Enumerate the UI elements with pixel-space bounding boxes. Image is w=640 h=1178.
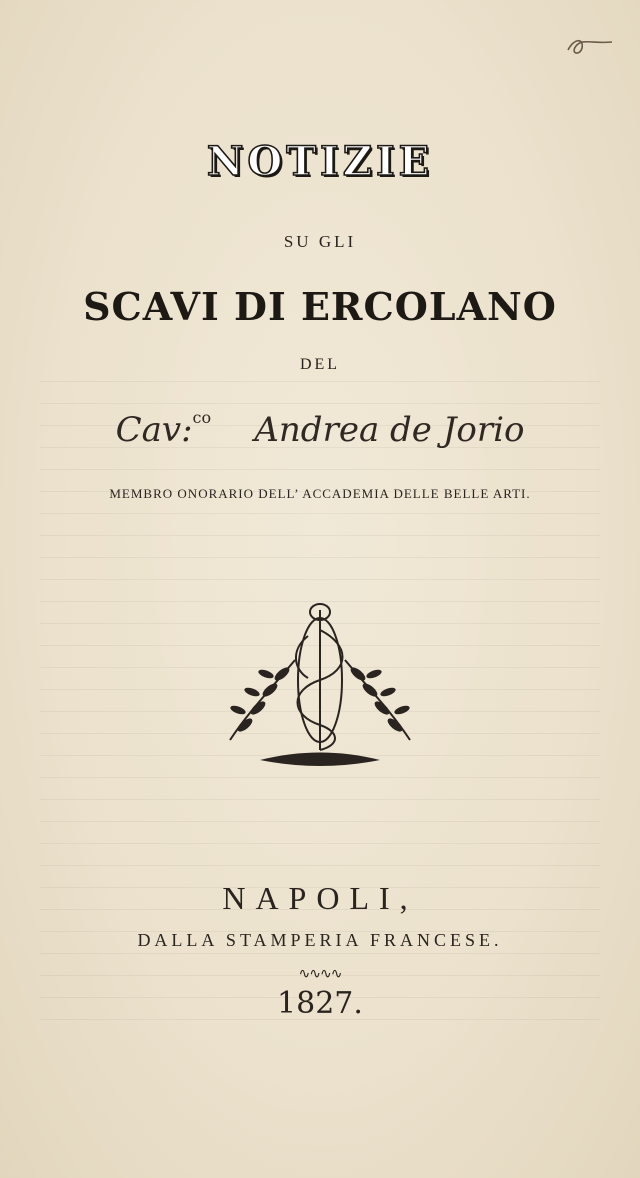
author-name: Andrea de Jorio [254,410,525,450]
membership-line: MEMBRO ONORARIO DELL’ ACCADEMIA DELLE BELLE ARTI. [109,486,531,501]
author-title-sup: co [192,408,212,427]
book-title: NOTIZIE [206,138,434,185]
preposition: DEL [299,356,341,373]
caduceus-wreath-icon [190,590,450,790]
imprint-year: 1827. [277,986,363,1021]
main-title: SCAVI DI ERCOLANO [83,284,557,329]
imprint-printer: DALLA STAMPERIA FRANCESE. [137,930,503,950]
imprint-city: NAPOLI, [222,880,418,916]
author-line [0,408,640,450]
handwritten-mark-icon [560,24,620,64]
subtitle-prefix: SU GLI [283,232,357,251]
ornament: ∿∿∿∿ [298,967,342,982]
author-title: Cav: [115,410,193,450]
